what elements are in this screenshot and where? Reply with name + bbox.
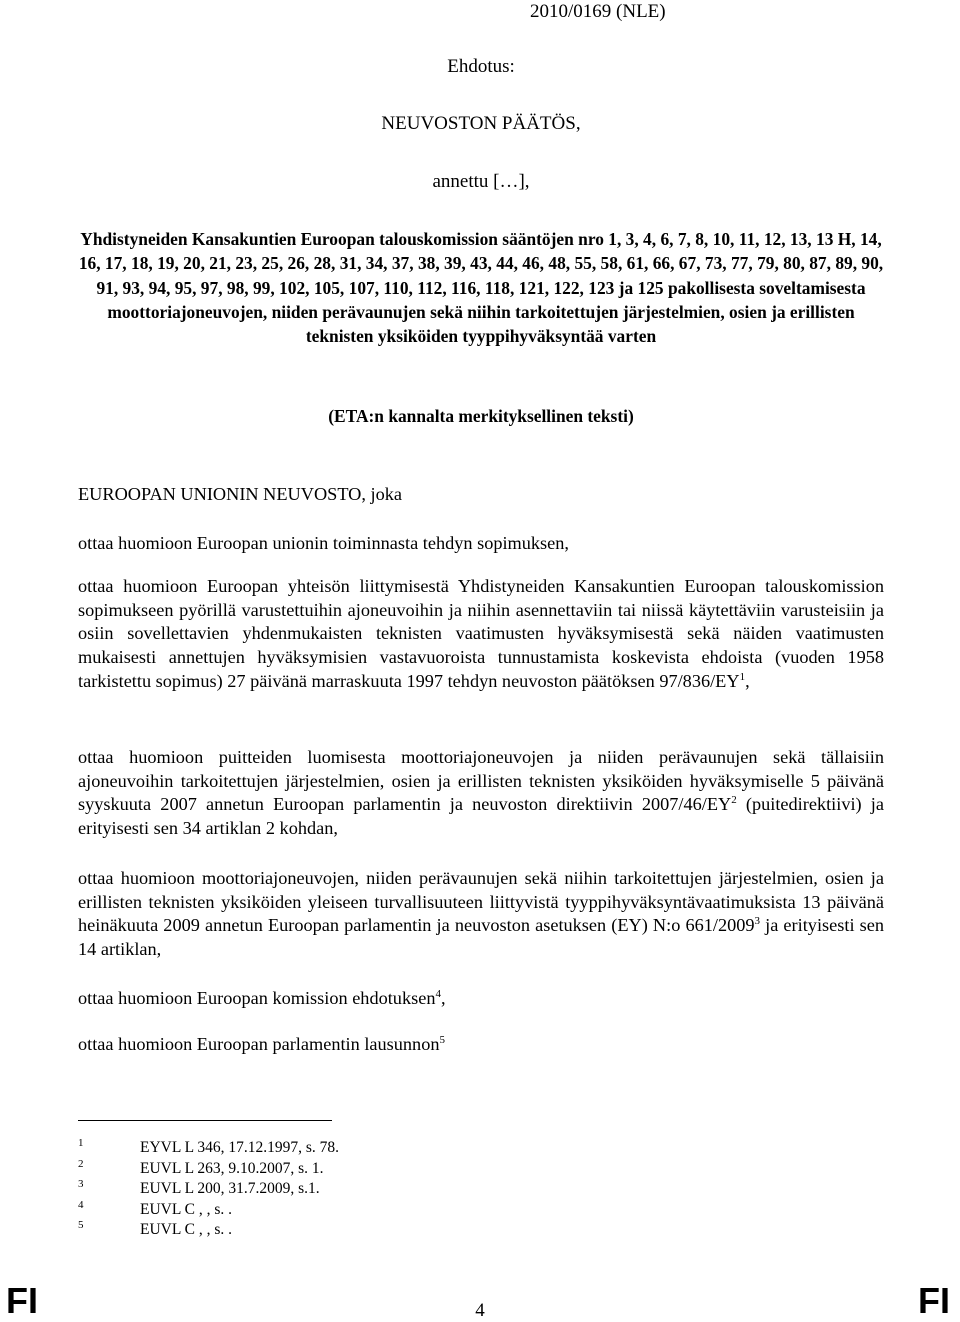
footnote-number: 3	[78, 1178, 84, 1190]
council-intro-line: EUROOPAN UNIONIN NEUVOSTO, joka	[78, 484, 402, 504]
citation-paragraph	[78, 987, 884, 1011]
adoption-date-line: annettu […],	[432, 171, 530, 192]
document-reference: 2010/0169 (NLE)	[530, 1, 666, 22]
footnote-text: EUVL C , , s. .	[140, 1221, 232, 1238]
footnote-text: EUVL L 263, 9.10.2007, s. 1.	[140, 1159, 324, 1177]
footnote-text: EUVL C , , s. .	[140, 1200, 232, 1218]
citation-paragraph	[78, 1033, 884, 1057]
decision-subject: Yhdistyneiden Kansakuntien Euroopan talouskomission sääntöjen nro 1, 3, 4, 6, 7, 8, 10, 11, 12, 13, 13 H, 14, 16, 17, 18, 19, 20, 21, 23, 25, 26, 28, 31, 34, 37, 38, 39, 43, 44, 46, 48, 55, 58, 61, 66, 67, 73, 77, 79, 80, 87, 89, 90, 91, 93, 94, 95, 97, 98, 99, 102, 105, 107, 110, 112, 116, 118, 121, 122, 123 ja 125 pakollisesta soveltamisesta moottoriajoneuvojen, niiden perävaunujen sekä niihin tarkoitettujen järjestelmien, osien ja erillisten teknisten yksiköiden tyyppihyväksyntää varten	[78, 229, 884, 347]
language-code-right: FI	[918, 1280, 950, 1321]
footnote-reference[interactable]: 4	[435, 988, 441, 1000]
citation-text: ottaa huomioon puitteiden luomisesta moottoriajoneuvojen ja niiden perävaunujen sekä tällaisiin ajoneuvoihin tarkoitettujen järjestelmien, osien ja erillisten teknisten yksiköiden hyväksymiselle 5 päivänä syyskuuta 2007 annetun Euroopan parlamentin ja neuvoston direktiivin 2007/46/EY	[78, 747, 884, 815]
citation-paragraph	[78, 867, 884, 962]
citation-paragraph	[78, 575, 884, 694]
footnote-number: 5	[78, 1219, 84, 1231]
footnote-item	[78, 1159, 778, 1180]
footnote-reference[interactable]: 1	[739, 670, 746, 683]
footnote-item	[78, 1200, 778, 1221]
footnote-number: 4	[78, 1198, 84, 1211]
citation-paragraph	[78, 532, 884, 556]
citation-text: ottaa huomioon moottoriajoneuvojen, niiden perävaunujen sekä niihin tarkoitettujen järjestelmien, osien ja erillisten teknisten yksiköiden yleiseen turvallisuuteen liittyvistä tyyppihyväksyntävaatimuksista 13 päivänä heinäkuuta 2009 annetun Euroopan parlamentin ja neuvoston asetuksen (EY) N:o 661/2009	[78, 868, 884, 936]
citation-text: ottaa huomioon Euroopan yhteisön liittymisestä Yhdistyneiden Kansakuntien Euroopan talouskomission sopimukseen pyörillä varustettuihin ajoneuvoihin ja niihin asennettaviin tai niissä käytettäviin varusteisiin ja osiin sovellettavien yhdenmukaisten teknisten vaatimusten hyväksymisestä sekä näiden vaatimusten mukaisesti annettujen hyväksymisien vastavuoroista tunnustamista koskevista ehdoista (vuoden 1958 tarkistettu sopimus) 27 päivänä marraskuuta 1997 tehdyn neuvoston päätöksen 97/836/EY	[78, 576, 884, 691]
footnote-item	[78, 1138, 778, 1159]
citation-tail: ,	[745, 670, 750, 691]
footnote-number: 1	[78, 1137, 84, 1149]
eea-relevance-note: (ETA:n kannalta merkityksellinen teksti)	[328, 406, 634, 426]
citation-text: ottaa huomioon Euroopan komission ehdotuksen	[78, 988, 436, 1008]
citation-text: ottaa huomioon Euroopan unionin toiminnasta tehdyn sopimuksen,	[78, 533, 569, 553]
language-code-left: FI	[6, 1280, 38, 1321]
page-number: 4	[475, 1300, 485, 1321]
footnote-text: EUVL L 200, 31.7.2009, s.1.	[140, 1180, 320, 1197]
footnotes-section	[78, 1138, 778, 1241]
footnote-reference[interactable]: 3	[754, 915, 761, 928]
citation-tail: ,	[440, 988, 446, 1008]
decision-title: NEUVOSTON PÄÄTÖS,	[381, 113, 581, 134]
citation-tail: ja erityisesti sen 14 artiklan,	[78, 915, 884, 960]
citation-paragraph	[78, 746, 884, 841]
footnote-reference[interactable]: 2	[731, 794, 737, 807]
footnote-reference[interactable]: 5	[439, 1034, 445, 1046]
proposal-label: Ehdotus:	[447, 56, 515, 77]
footnote-item	[78, 1179, 778, 1200]
footnote-item	[78, 1220, 778, 1241]
footnote-text: EYVL L 346, 17.12.1997, s. 78.	[140, 1139, 340, 1156]
footnote-separator	[78, 1120, 332, 1121]
footnote-number: 2	[78, 1157, 84, 1170]
citation-tail: (puitedirektiivi) ja erityisesti sen 34 artiklan 2 kohdan,	[78, 794, 884, 839]
citation-text: ottaa huomioon Euroopan parlamentin lausunnon	[78, 1034, 440, 1054]
